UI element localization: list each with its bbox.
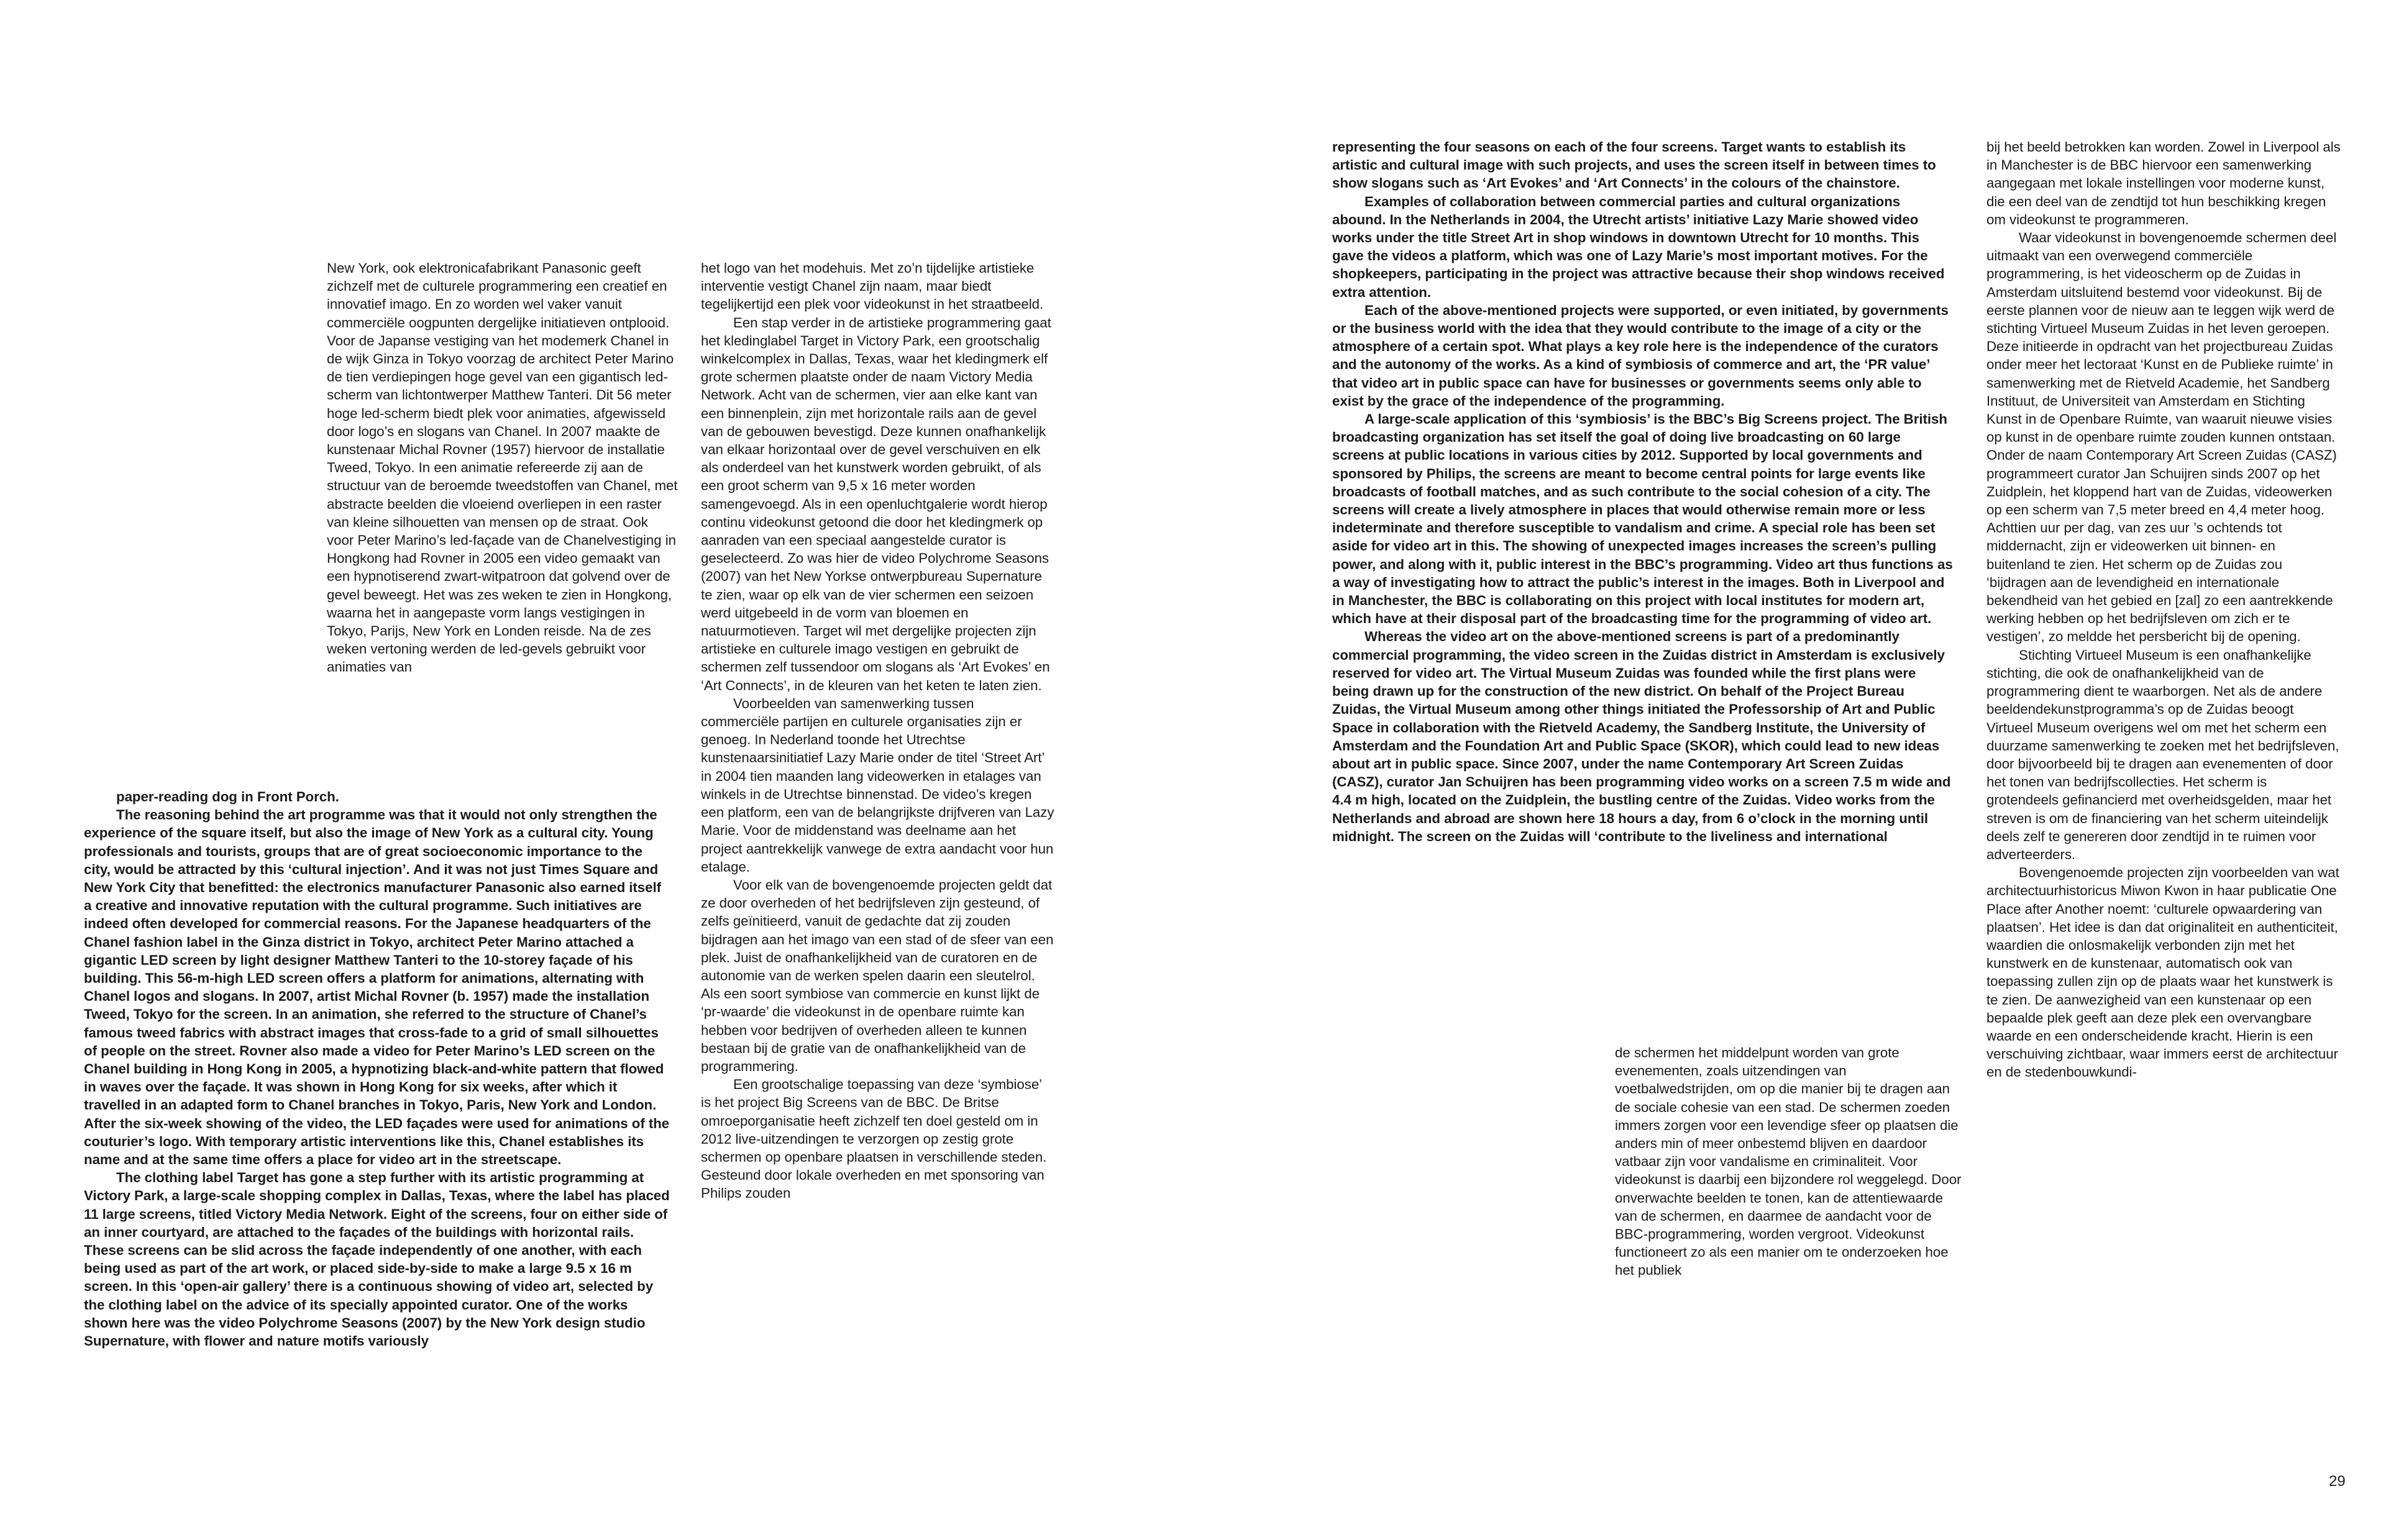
- paragraph: Each of the above-mentioned projects were supported, or even initiated, by governments or the business world with the idea that they would contribute to the image of a city or the atmosphere of a certain spot. What plays a key role here is the independence of the curators and the autonomy of the works. As a kind of symbiosis of commerce and art, the ‘PR value’ that video art in public space can have for businesses or governments seems only able to exist by the grace of the independence of the programming.: [1332, 302, 1949, 409]
- paragraph: Waar videokunst in bovengenoemde schermen deel uitmaakt van een overwegend commerciële programmering, is het videoscherm op de Zuidas in Amsterdam uitsluitend bestemd voor videokunst. Bij de eerste plannen voor de nieuw aan te leggen wijk werd de stichting Virtueel Museum Zuidas in het leven geroepen. Deze initieerde in opdracht van het projectbureau Zuidas onder meer het lectoraat ‘Kunst en de Publieke ruimte’ in samenwerking met de Rietveld Academie, het Sandberg Instituut, de Universiteit van Amsterdam en Stichting Kunst in de Openbare Ruimte, van waaruit nieuwe visies op kunst in de openbare ruimte zouden kunnen ontstaan. Onder de naam Contemporary Art Screen Zuidas (CASZ) programmeert curator Jan Schuijren sinds 2007 op het Zuidplein, het kloppend hart van de Zuidas, videowerken op een scherm van 7,5 meter breed en 4,4 meter hoog. Achttien uur per dag, van zes uur ’s ochtends tot middernacht, zijn er videowerken uit binnen- en buitenland te zien. Het scherm op de Zuidas zou ‘bijdragen aan de levendigheid en internationale bekendheid van het gebied en [zal] zo een aantrekkende werking hebben op het bedrijfsleven om zich er te vestigen’, zo meldde het persbericht bij de opening.: [1986, 230, 2337, 645]
- paragraph: Voorbeelden van samenwerking tussen commerciële partijen en culturele organisaties zijn er genoeg. In Nederland toonde het Utrechtse kunstenaarsinitiatief Lazy Marie onder de titel ‘Street Art’ in 2004 tien maanden lang videowerken in etalages van winkels in de Utrechtse binnenstad. De video’s kregen een platform, een van de belangrijkste drijfveren van Lazy Marie. Voor de middenstand was deelname aan het project aantrekkelijk vanwege de extra aandacht voor hun etalage.: [701, 695, 1054, 875]
- paragraph: Voor elk van de bovengenoemde projecten geldt dat ze door overheden of het bedrijfsleven zijn gesteund, of zelfs geïnitieerd, vanuit de gedachte dat zij zouden bijdragen aan het imago van een stad of de sfeer van een plek. Juist de onafhankelijkheid van de curatoren en de autonomie van de werken spelen daarin een sleutelrol. Als een soort symbiose van commercie en kunst lijkt de ‘pr-waarde’ die videokunst in de openbare ruimte kan hebben voor bedrijven of overheden alleen te kunnen bestaan bij de gratie van de onafhankelijkheid van de programmering.: [701, 877, 1054, 1074]
- paragraph: representing the four seasons on each of the four screens. Target wants to establish its artistic and cultural image with such projects, and uses the screen itself in between times to show slogans such as ‘Art Evokes’ and ‘Art Connects’ in the colours of the chainstore.: [1332, 139, 1936, 191]
- paragraph: Bovengenoemde projecten zijn voorbeelden van wat architectuurhistoricus Miwon Kwon in haar publicatie One Place after Another noemt: ‘culturele opwaardering van plaatsen’. Het idee is dan dat originaliteit en authenticiteit, waardien die onlosmakelijk verbonden zijn met het kunstwerk en de kunstenaar, automatisch ook van toepassing zullen zijn op de plaats waar het kunstwerk is te zien. De aanwezigheid van een kunstenaar op een bepaalde plek geeft aan deze plek een overvangbare waarde en een onderscheidende kracht. Hierin is een verschuiving zichtbaar, waar immers eerst de architectuur en de stedenbouwkundi-: [1986, 865, 2339, 1080]
- right-dutch-column-2: [1986, 138, 2341, 1082]
- paragraph: Stichting Virtueel Museum is een onafhankelijke stichting, die ook de onafhankelijkheid van de programmering dient te waarborgen. Net als de andere beeldendekunstprogramma’s op de Zuidas beoogt Virtueel Museum overigens wel om met het scherm een duurzame samenwerking te zoeken met het bedrijfsleven, door bijvoorbeeld bij te dragen aan evenementen of door het tonen van bedrijfscollecties. Het scherm is grotendeels gefinancierd met overheidsgelden, maar het streven is om de financiering van het scherm uiteindelijk deels zelf te genereren door zendtijd in te ruimen voor adverteerders.: [1986, 647, 2339, 862]
- page-number: 29: [2329, 1473, 2346, 1490]
- left-dutch-column-1: [327, 259, 678, 677]
- left-english-column: [84, 788, 670, 1350]
- right-english-column: [1332, 138, 1954, 845]
- paragraph: Whereas the video art on the above-mentioned screens is part of a predominantly commercial programming, the video screen in the Zuidas district in Amsterdam is exclusively reserved for video art. The Virtual Museum Zuidas was founded while the first plans were being drawn up for the construction of the new district. On behalf of the Project Bureau Zuidas, the Virtual Museum among other things initiated the Professorship of Art and Public Space in collaboration with the Rietveld Academy, the Sandberg Institute, the University of Amsterdam and the Foundation Art and Public Space (SKOR), which could lead to new ideas about art in public space. Since 2007, under the name Contemporary Art Screen Zuidas (CASZ), curator Jan Schuijren has been programming video works on a screen 7.5 m wide and 4.4 m high, located on the Zuidplein, the bustling centre of the Zuidas. Video works from the Netherlands and abroad are shown here 18 hours a day, from 6 o’clock in the morning until midnight. The screen on the Zuidas will ‘contribute to the liveliness and international: [1332, 629, 1951, 844]
- paragraph: A large-scale application of this ‘symbiosis’ is the BBC’s Big Screens project. The British broadcasting organization has set itself the goal of doing live broadcasting on 60 large screens at public locations in various cities by 2012. Supported by local governments and sponsored by Philips, the screens are meant to become central points for large events like broadcasts of football matches, and as such contribute to the social cohesion of a city. The screens will create a lively atmosphere in places that would otherwise remain more or less indeterminate and therefore susceptible to vandalism and crime. A special role has been set aside for video art in this. The showing of unexpected images increases the screen’s pulling power, and along with it, public interest in the BBC’s programming. Video art thus functions as a way of investigating how to attract the public’s interest in the images. Both in Liverpool and in Manchester, the BBC is collaborating on this project with local institutes for modern art, which have at their disposal part of the broadcasting time for the programming of video art.: [1332, 411, 1953, 627]
- paragraph: The clothing label Target has gone a step further with its artistic programming at Victory Park, a large-scale shopping complex in Dallas, Texas, where the label has placed 11 large screens, titled Victory Media Network. Eight of the screens, four on either side of an inner courtyard, are attached to the façades of the buildings with horizontal rails. These screens can be slid across the façade independently of one another, with each being used as part of the art work, or placed side-by-side to make a large 9.5 x 16 m screen. In this ‘open-air gallery’ there is a continuous showing of video art, selected by the clothing label on the advice of its specially appointed curator. One of the works shown here was the video Polychrome Seasons (2007) by the New York design studio Supernature, with flower and nature motifs variously: [84, 1170, 670, 1349]
- paragraph: bij het beeld betrokken kan worden. Zowel in Liverpool als in Manchester is de BBC hiervoor een samenwerking aangegaan met lokale instellingen voor moderne kunst, die een deel van de zendtijd tot hun beschikking kregen om videokunst te programmeren.: [1986, 139, 2341, 227]
- paragraph: paper-reading dog in Front Porch.: [116, 789, 339, 804]
- paragraph: New York, ook elektronicafabrikant Panasonic geeft zichzelf met de culturele programmering een creatief en innovatief imago. En zo worden wel vaker vanuit commerciële oogpunten dergelijke initiatieven ontplooid. Voor de Japanse vestiging van het modemerk Chanel in de wijk Ginza in Tokyo voorzag de architect Peter Marino de tien verdiepingen hoge gevel van een gigantisch led-scherm van lichtontwerper Matthew Tanteri. Dit 56 meter hoge led-scherm biedt plek voor animaties, afgewisseld door logo’s en slogans van Chanel. In 2007 maakte de kunstenaar Michal Rovner (1957) hiervoor de installatie Tweed, Tokyo. In een animatie refereerde zij aan de structuur van de beroemde tweedstoffen van Chanel, met abstracte beelden die vloeiend overliepen in een raster van kleine silhouetten van mensen op de straat. Ook voor Peter Marino’s led-façade van de Chanelvestiging in Hongkong had Rovner in 2005 een video gemaakt van een hypnotiserend zwart-witpatroon dat golvend over de gevel beweegt. Het was zes weken te zien in Hongkong, waarna het in aangepaste vorm langs vestigingen in Tokyo, Parijs, New York en Londen reisde. Na de zes weken vertoning werden de led-gevels gebruikt voor animaties van: [327, 260, 678, 675]
- left-dutch-column-2: [701, 259, 1055, 1203]
- paragraph: Examples of collaboration between commercial parties and cultural organizations abound. In the Netherlands in 2004, the Utrecht artists’ initiative Lazy Marie showed video works under the title Street Art in shop windows in downtown Utrecht for 10 months. This gave the videos a platform, which was one of Lazy Marie’s most important motives. For the shopkeepers, participating in the project was attractive because their shop windows received extra attention.: [1332, 193, 1945, 300]
- paragraph: Een grootschalige toepassing van deze ‘symbiose’ is het project Big Screens van de BBC. De Britse omroeporganisatie heeft zichzelf ten doel gesteld om in 2012 live-uitzendingen te verzorgen op zestig grote schermen op openbare plaatsen in verschillende steden. Gesteund door lokale overheden en met sponsoring van Philips zouden: [701, 1077, 1047, 1201]
- paragraph: The reasoning behind the art programme was that it would not only strengthen the experience of the square itself, but also the image of New York as a cultural city. Young professionals and tourists, groups that are of great socioeconomic importance to the city, would be attracted by this ‘cultural injection’. And it was not just Times Square and New York City that benefitted: the electronics manufacturer Panasonic also earned itself a creative and innovative reputation with the cultural programme. Such initiatives are indeed often developed for commercial reasons. For the Japanese headquarters of the Chanel fashion label in the Ginza district in Tokyo, architect Peter Marino attached a gigantic LED screen by light designer Matthew Tanteri to the 10-storey façade of his building. This 56-m-high LED screen offers a platform for animations, alternating with Chanel logos and slogans. In 2007, artist Michal Rovner (b. 1957) made the installation Tweed, Tokyo for the screen. In an animation, she referred to the structure of Chanel’s famous tweed fabrics with abstract images that cross-fade to a grid of small silhouettes of people on the street. Rovner also made a video for Peter Marino’s LED screen on the Chanel building in Hong Kong in 2005, a hypnotizing black-and-white pattern that flowed in waves over the façade. It was shown in Hong Kong for six weeks, after which it travelled in an adapted form to Chanel branches in Tokyo, Paris, New York and London. After the six-week showing of the video, the LED façades were used for animations of the couturier’s logo. With temporary artistic interventions like this, Chanel establishes its name and at the same time offers a place for video art in the streetscape.: [84, 807, 670, 1168]
- right-dutch-column-1: [1615, 1044, 1963, 1280]
- paragraph: het logo van het modehuis. Met zo’n tijdelijke artistieke interventie vestigt Chanel zijn naam, maar biedt tegelijkertijd een plek voor videokunst in het straatbeeld.: [701, 260, 1044, 312]
- paragraph: de schermen het middelpunt worden van grote evenementen, zoals uitzendingen van voetbalwedstrijden, om op die manier bij te dragen aan de sociale cohesie van een stad. De schermen zoeden immers zorgen voor een levendige sfeer op plaatsen die anders min of meer onbestemd blijven en daardoor vatbaar zijn voor vandalisme en criminaliteit. Voor videokunst is daarbij een bijzondere rol weggelegd. Door onverwachte beelden te tonen, kan de attentiewaarde van de schermen, en daarmee de aandacht voor de BBC-programmering, worden vergroot. Videokunst functioneert zo als een manier om te onderzoeken hoe het publiek: [1615, 1045, 1962, 1278]
- paragraph: Een stap verder in de artistieke programmering gaat het kledinglabel Target in Victory Park, een grootschalig winkelcomplex in Dallas, Texas, waar het kledingmerk elf grote schermen plaatste onder de naam Victory Media Network. Acht van de schermen, vier aan elke kant van een binnenplein, zijn met horizontale rails aan de gevel van de gebouwen bevestigd. Deze kunnen onafhankelijk van elkaar horizontaal over de gevel verschuiven en elk als onderdeel van het kunstwerk worden gebruikt, of als een groot scherm van 9,5 x 16 meter worden samengevoegd. Als in een openluchtgalerie wordt hierop continu videokunst getoond die door het kledingmerk op aanraden van een speciaal aangestelde curator is geselecteerd. Zo was hier de video Polychrome Seasons (2007) van het New Yorkse ontwerpbureau Supernature te zien, waar op elk van de vier schermen een seizoen werd uitgebeeld in de vorm van bloemen en natuurmotieven. Target wil met dergelijke projecten zijn artistieke en culturele imago vestigen en gebruikt de schermen zelf tussendoor om slogans als ‘Art Evokes’ en ‘Art Connects’, in de kleuren van het keten te laten zien.: [701, 314, 1051, 693]
